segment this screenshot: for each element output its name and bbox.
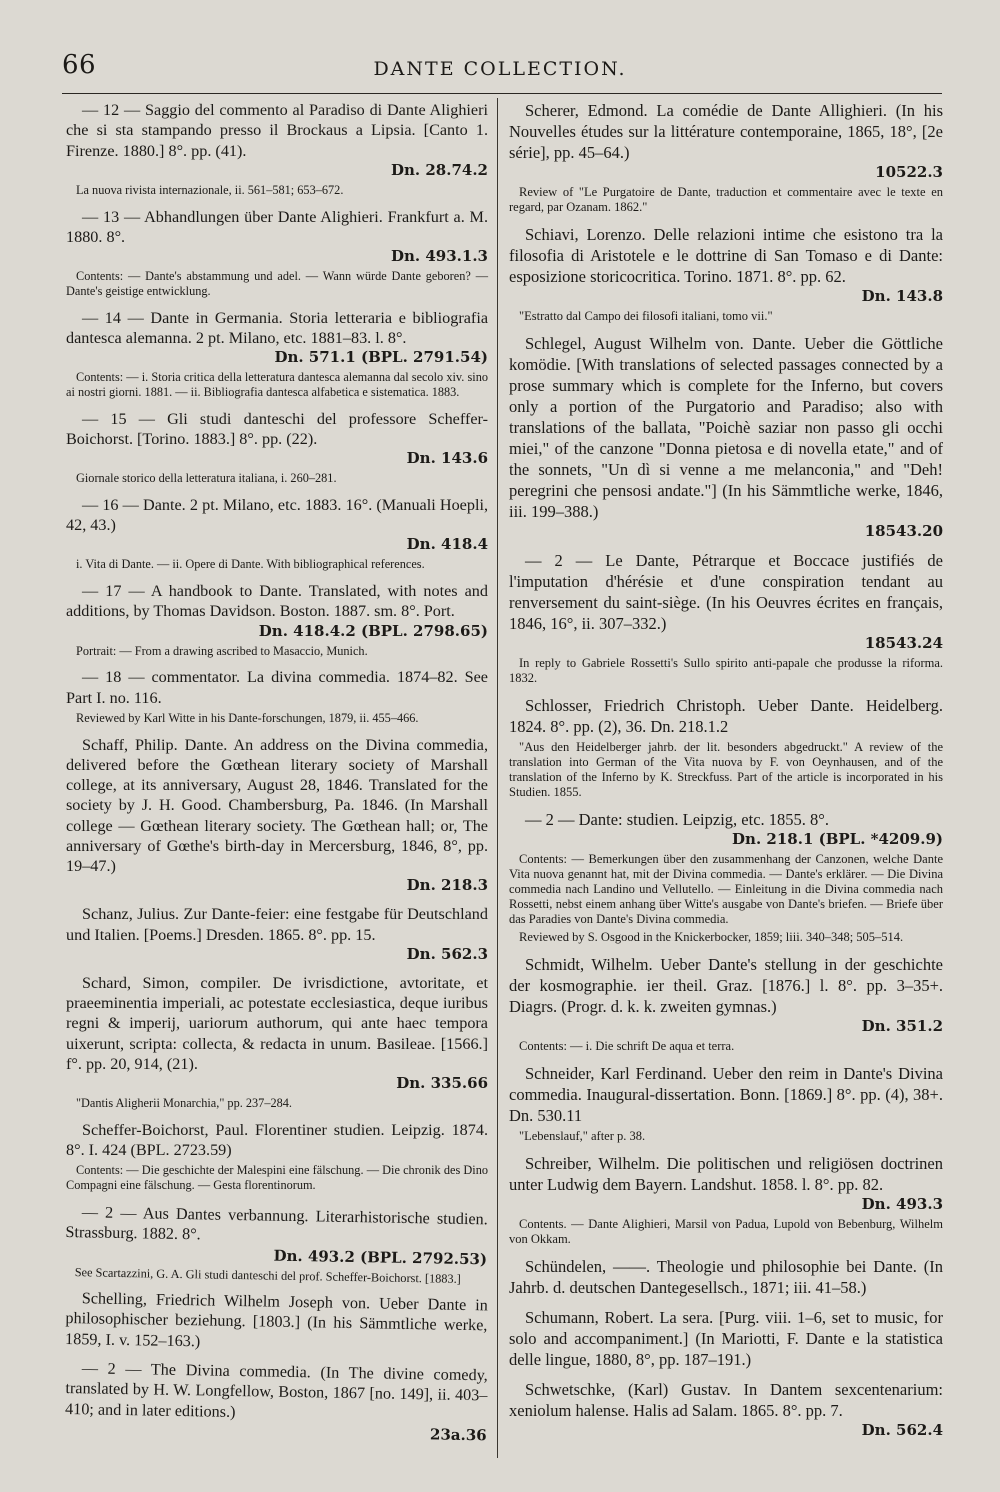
entry-text: Schlegel, August Wilhelm von. Dante. Ueber die Göttliche komödie. [With translations of selected passages connected by a prose summary which is complete for the Inferno, but covers only a portion of the Purgatorio and Paradiso; also with translations of the ballata, "Poichè saziar non passo gli occhi miei," of the canzone "Donna pietosa e di novella etate," and of the sonnets, "Un dì si venne a me melanconia," and "Deh! peregrini che pensosi andate."] (In his Sämmtliche werke, 1846, iii. 199–388.) [509,334,943,521]
entry-text: — 2 — Dante: studien. Leipzig, etc. 1855. 8°. [525,810,829,829]
entry-text: — 15 — Gli studi danteschi del professore Scheffer-Boichorst. [Torino. 1883.] 8°. pp. (22). [66,409,488,448]
entry-text: — 2 — Le Dante, Pétrarque et Boccace justifiés de l'imputation d'hérésie et d'une conspiration tendant au renversement du saint-siège. (In his Oeuvres écrites en français, 1846, 16°, ii. 307–332.) [509,551,943,633]
right-column [509,100,943,1449]
catalog-entry [66,735,488,896]
entry-note: La nuova rivista internazionale, ii. 561–581; 653–672. [76,182,344,197]
entry-text: Schneider, Karl Ferdinand. Ueber den reim in Dante's Divina commedia. Inaugural-dissertation. Bonn. [1869.] 8°. pp. (4), 38+. Dn. 530.11 [509,1064,943,1125]
catalog-entry [66,904,488,964]
entry-note: Contents: — Bemerkungen über den zusammenhang der Canzonen, welche Dante Vita nuova genannt hat, mit der Divina commedia. — Dante's erklärer. — Die Divina commedia nach Landino und Vellutello. — Einleitung in die Divina commedia nach Rossetti, nebst einem anhang über Witte's ausgabe von Dante's briefen. — Briefe über das Paradies von Dante's Divina commedia. [509,852,943,926]
entry-note: Portrait: — From a drawing ascribed to Masaccio, Munich. [76,643,368,658]
catalog-entry [509,550,943,686]
entry-text: — 13 — Abhandlungen über Dante Alighieri. Frankfurt a. M. 1880. 8°. [66,207,488,246]
entry-note: See Scartazzini, G. A. Gli studi danteschi del prof. Scheffer-Boichorst. [1883.] [74,1264,461,1286]
call-number: Dn. 218.1 (BPL. *4209.9) [732,830,943,848]
call-number: 10522.3 [875,163,943,181]
catalog-entry [509,1307,943,1370]
entry-note: "Estratto dal Campo dei filosofi italiani, tomo vii." [519,309,773,323]
left-column [66,100,488,1447]
entry-text: — 14 — Dante in Germania. Storia letteraria e bibliografia dantesca alemanna. 2 pt. Milano, etc. 1881–83. l. 8°. [66,308,488,347]
call-number: Dn. 418.4 [406,535,488,554]
catalog-entry [66,1120,488,1193]
catalog-entry [509,1379,943,1440]
call-number: Dn. 218.3 [406,876,488,895]
call-number: Dn. 335.66 [396,1074,488,1093]
page-number: 66 [62,50,97,80]
entry-note: Reviewed by S. Osgood in the Knickerbocker, 1859; liii. 340–348; 505–514. [519,930,904,944]
entry-note: "Dantis Aligherii Monarchia," pp. 237–284. [76,1096,292,1111]
entry-text: Scheffer-Boichorst, Paul. Florentiner studien. Leipzig. 1874. 8°. I. 424 (BPL. 2723.59) [66,1120,488,1160]
call-number: Dn. 143.6 [406,449,488,468]
column-divider [497,98,498,1458]
entry-text: Schreiber, Wilhelm. Die politischen und religiösen doctrinen unter Ludwig dem Bayern. Landshut. 1858. l. 8°. pp. 82. [509,1154,943,1194]
call-number: Dn. 493.3 [861,1195,943,1213]
call-number: Dn. 562.3 [406,944,488,963]
catalog-entry [509,809,943,945]
catalog-entry [509,1153,943,1247]
catalog-entry [65,1202,488,1287]
entry-note: Contents: — i. Storia critica della letteratura dantesca alemanna dal secolo xiv. sino ai nostri giorni. 1881. — ii. Bibliografia dantesca alfabetica e sistematica. 1883. [66,370,488,399]
entry-note: Reviewed by Karl Witte in his Dante-forschungen, 1879, ii. 455–466. [76,710,419,725]
call-number: Dn. 562.4 [861,1421,943,1439]
call-number: 18543.24 [864,634,943,652]
entry-text: Schanz, Julius. Zur Dante-feier: eine festgabe für Deutschland und Italien. [Poems.] Dresden. 1865. 8°. pp. 15. [66,905,488,944]
entry-text: — 17 — A handbook to Dante. Translated, with notes and additions, by Thomas Davidson. Boston. 1887. sm. 8°. Port. [66,582,488,621]
entry-text: Schiavi, Lorenzo. Delle relazioni intime che esistono tra la filosofia di Aristotele e le dottrine di San Tomaso e di Dante: esposizione storicocritica. Torino. 1871. 8°. pp. 62. [509,225,943,286]
call-number: Dn. 351.2 [861,1017,943,1035]
entry-note: Contents: — Die geschichte der Malespini eine fälschung. — Die chronik des Dino Compagni eine fälschung. — Gesta florentinorum. [66,1163,488,1193]
entry-note: Contents. — Dante Alighieri, Marsil von Padua, Lupold von Bebenburg, Wilhelm von Okkam. [509,1217,943,1246]
entry-text: — 2 — The Divina commedia. (In The divine comedy, translated by H. W. Longfellow, Boston, 1867 [no. 149], ii. 403–410; and in later editions.) [64,1359,488,1421]
call-number: Dn. 418.4.2 (BPL. 2798.65) [258,621,488,640]
catalog-entry [66,308,488,400]
entry-text: Schwetschke, (Karl) Gustav. In Dantem sexcentenarium: xeniolum halense. Halis ad Salam. 1865. 8°. pp. 7. [509,1380,943,1420]
entry-note: Review of "Le Purgatoire de Dante, traduction et commentaire avec le texte en regard, par Ozanam. 1862." [509,185,943,214]
catalog-entry [66,207,488,299]
entry-text: Schlosser, Friedrich Christoph. Ueber Dante. Heidelberg. 1824. 8°. pp. (2), 36. Dn. 218.1.2 [509,696,943,736]
catalog-entry [509,695,943,800]
entry-text: Scherer, Edmond. La comédie de Dante Allighieri. (In his Nouvelles études sur la littérature contemporaine, 1865, 18°, [2e série], pp. 45–64.) [509,101,943,162]
catalog-entry [66,495,488,572]
entry-text: Schumann, Robert. La sera. [Purg. viii. 1–6, set to music, for solo and accompaniment.] (In Mariotti, F. Dante e la statistica delle lingue, 1880, 8°, pp. 187–191.) [509,1308,943,1369]
entry-text: Schündelen, ——. Theologie und philosophie bei Dante. (In Jahrb. d. deutschen Dantegesellsch., 1871; iii. 41–58.) [509,1257,943,1297]
entry-text: — 16 — Dante. 2 pt. Milano, etc. 1883. 16°. (Manuali Hoepli, 42, 43.) [66,495,488,535]
call-number: Dn. 493.1.3 [391,247,488,266]
call-number: Dn. 28.74.2 [391,160,488,179]
catalog-entry [65,1288,488,1356]
catalog-entry [509,1063,943,1144]
header-rule [62,93,942,94]
call-number: Dn. 571.1 (BPL. 2791.54) [274,348,488,367]
catalog-entry [66,973,488,1111]
catalog-entry [509,224,943,324]
entry-note: Contents: — i. Die schrift De aqua et terra. [519,1039,735,1053]
catalog-entry [509,333,943,541]
entry-text: — 2 — Aus Dantes verbannung. Literarhistorische studien. Strassburg. 1882. 8°. [65,1203,488,1244]
entry-text: Schmidt, Wilhelm. Ueber Dante's stellung in der geschichte der kosmographie. ier theil. Graz. [1876.] l. 8°. pp. 3–35+. Diagrs. (Progr. d. k. k. zweiten gymnas.) [509,955,943,1016]
entry-note: Giornale storico della letteratura italiana, i. 260–281. [76,471,337,486]
catalog-entry [509,100,943,215]
catalog-entry [509,954,943,1054]
catalog-entry [66,409,488,486]
entry-note: "Lebenslauf," after p. 38. [519,1129,646,1143]
catalog-entry [65,1358,488,1445]
entry-note: Contents: — Dante's abstammung und adel. — Wann würde Dante geboren? — Dante's geistige entwicklung. [66,269,488,298]
call-number: Dn. 493.2 (BPL. 2792.53) [273,1246,488,1268]
catalog-entry [66,667,488,725]
entry-text: Schelling, Friedrich Wilhelm Joseph von. Ueber Dante in philosophischer beziehung. [1803.] (In his Sämmtliche werke, 1859, I. v. 152–163.) [64,1289,488,1351]
entry-text: — 12 — Saggio del commento al Paradiso di Dante Alighieri che si sta stampando presso il Brockaus a Lipsia. [Canto 1. Firenze. 1880.] 8°. pp. (41). [66,101,488,160]
entry-note: In reply to Gabriele Rossetti's Sullo spirito anti-papale che produsse la riforma. 1832. [509,656,943,685]
call-number: Dn. 143.8 [861,287,943,305]
call-number: 18543.20 [864,522,943,540]
entry-note: "Aus den Heidelberger jahrb. der lit. besonders abgedruckt." A review of the translation into German of the Vita nuova by F. von Oeynhausen, and of the translation of the Inferno by K. Streckfuss. Part of the article is incorporated in his Studien. 1855. [509,740,943,799]
entry-text: Schard, Simon, compiler. De ivrisdictione, avtoritate, et praeeminentia imperiali, ac potestate ecclesiastica, deque iuribus regni & imperij, uariorum authorum, qui ante haec tempora uixerunt, scripta: collecta, & redacta in unum. Basileae. [1566.] f°. pp. 20, 914, (21). [66,973,488,1073]
catalog-entry [66,581,488,658]
entry-text: Schaff, Philip. Dante. An address on the Divina commedia, delivered before the Gœthean literary society of Marshall college, at its anniversary, August 28, 1846. Translated for the society by J. H. Good. Chambersburg, Pa. 1846. (In Marshall college — Gœthean literary society. The Gœthean hall; or, The anniversary of Gœthe's birth-day in Mercersburg, 1846, 8°, pp. 19–47.) [66,735,488,876]
entry-note: i. Vita di Dante. — ii. Opere di Dante. With bibliographical references. [76,557,425,572]
catalog-entry [509,1256,943,1298]
running-head: DANTE COLLECTION. [373,58,627,80]
catalog-entry [66,100,488,198]
entry-text: — 18 — commentator. La divina commedia. 1874–82. See Part I. no. 116. [66,668,488,707]
call-number: 23a.36 [429,1425,487,1445]
